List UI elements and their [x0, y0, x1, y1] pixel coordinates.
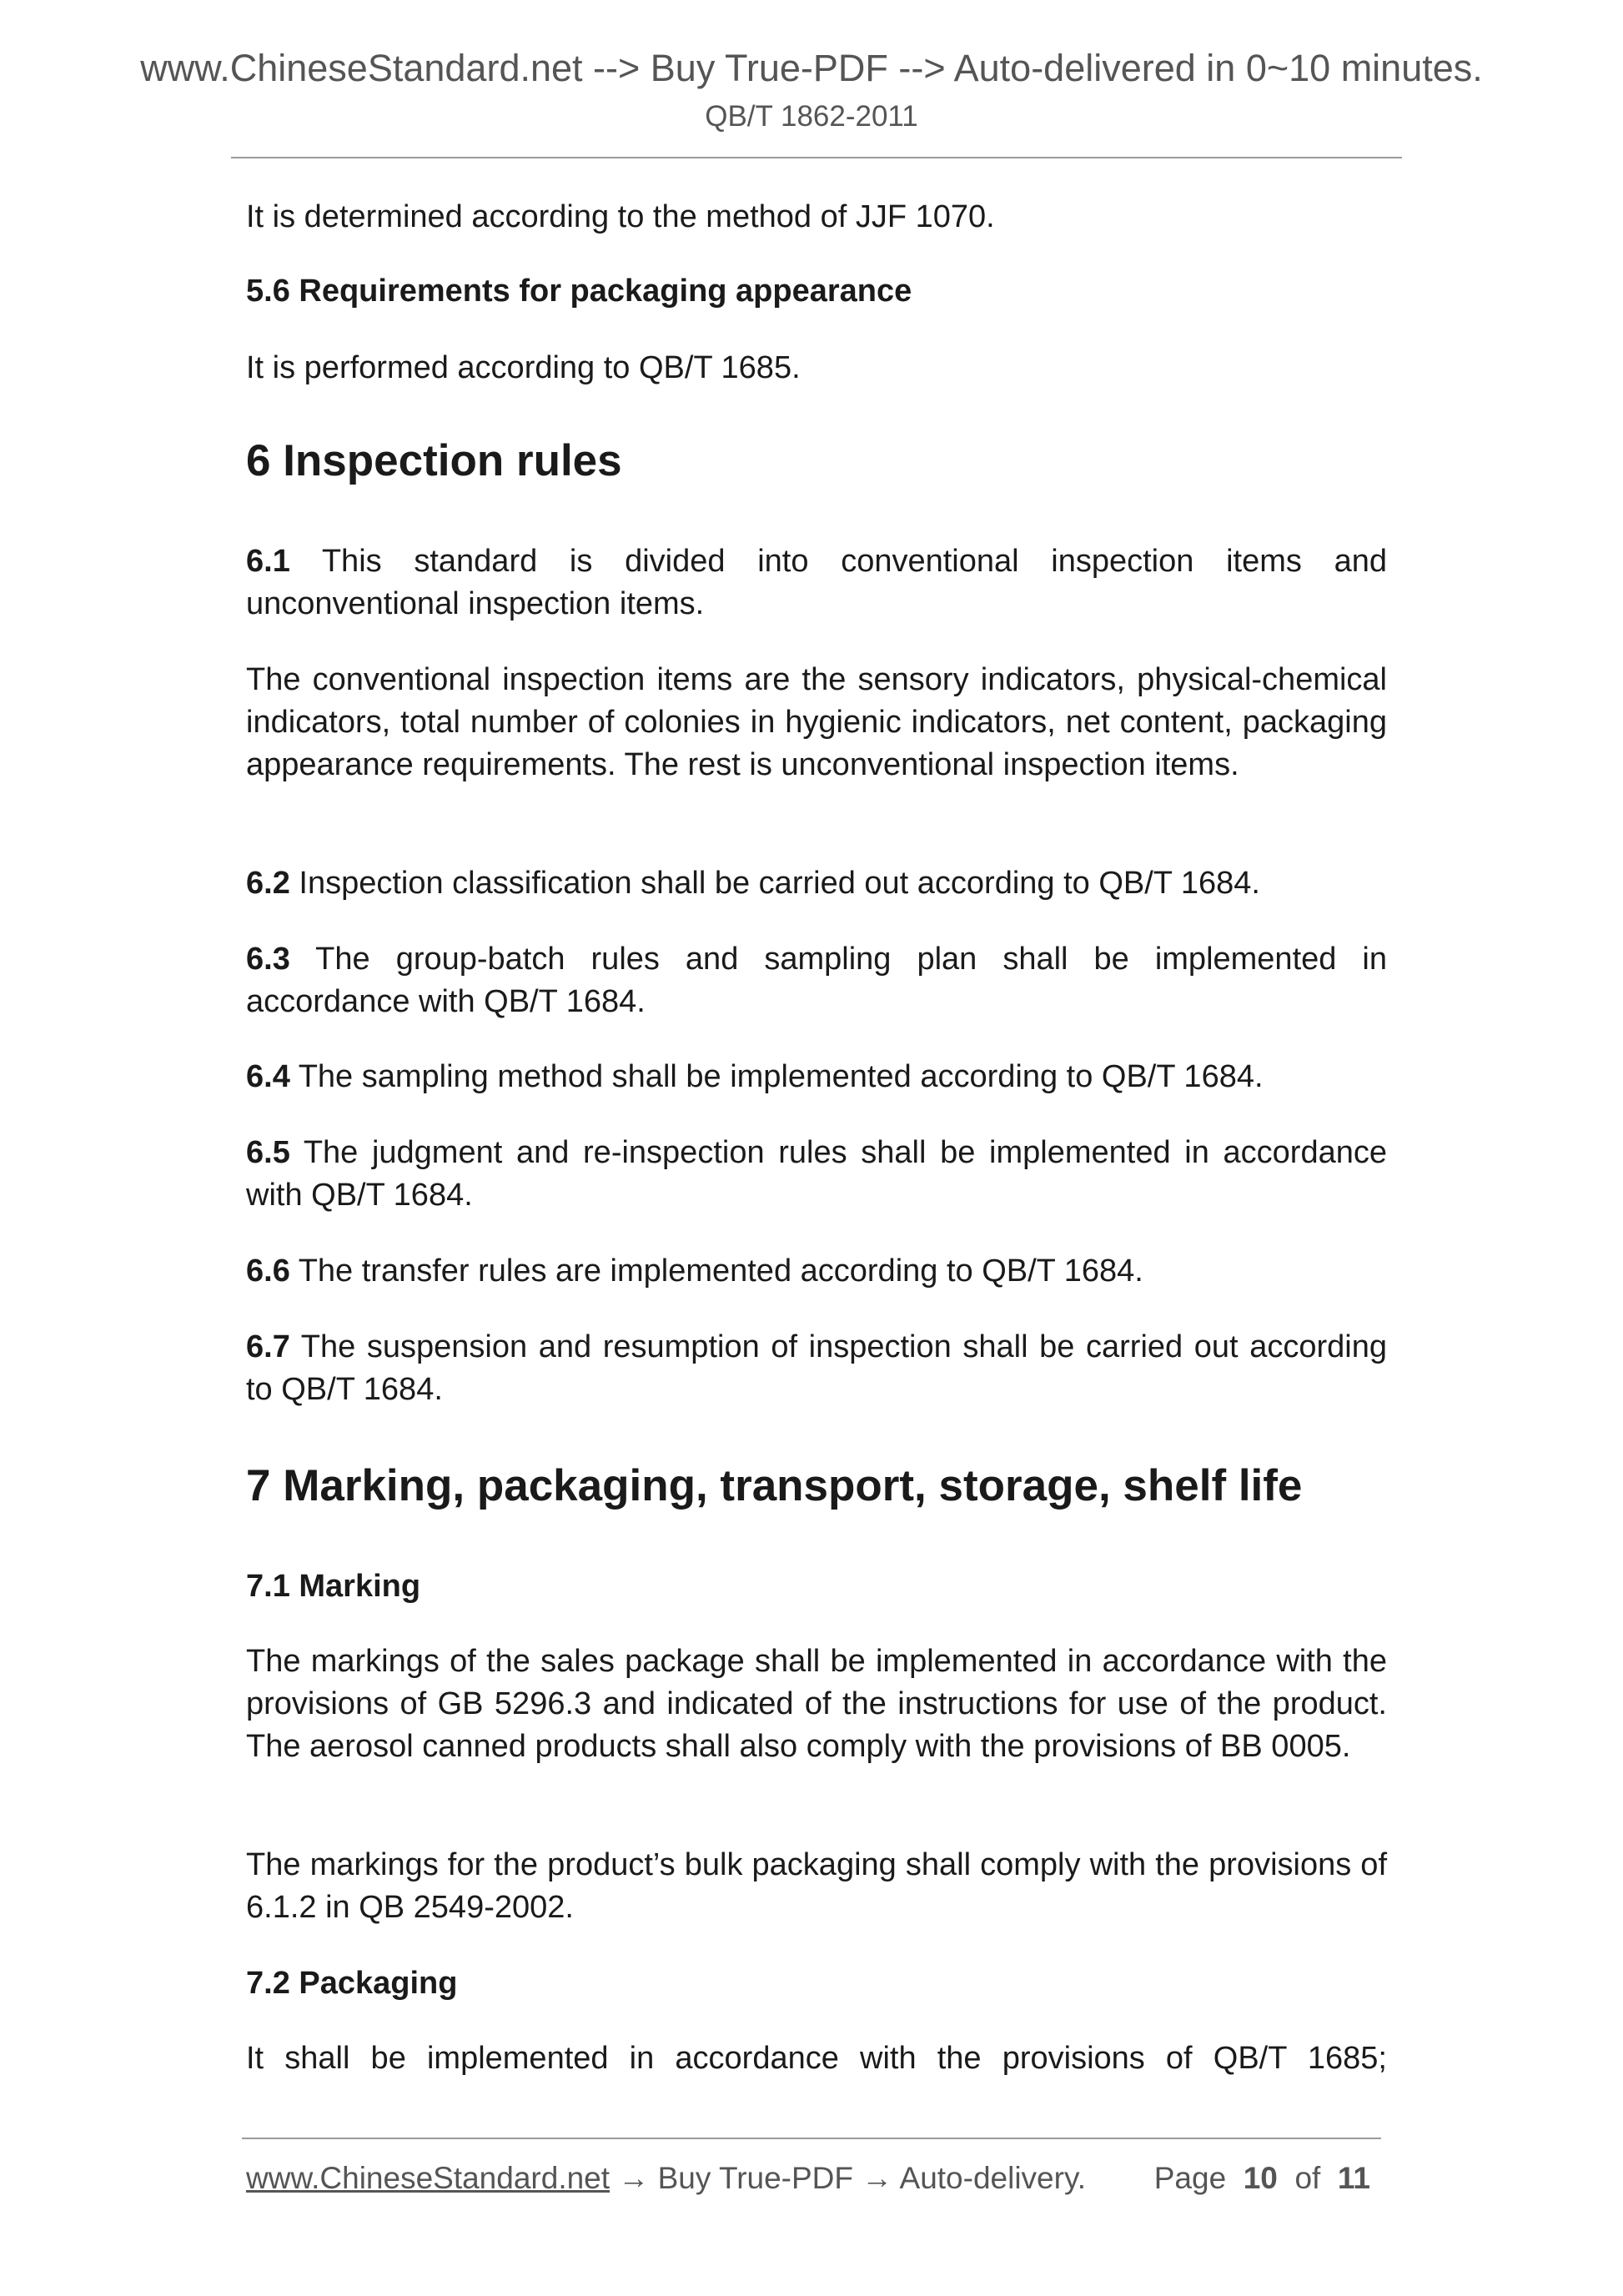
clause-text: The suspension and resumption of inspection shall be carried out according to QB/T 1684. — [246, 1329, 1387, 1407]
clause-number: 6.3 — [246, 942, 290, 977]
clause-text: The judgment and re-inspection rules shall be implemented in accordance with QB/T 1684. — [246, 1135, 1387, 1213]
heading-6: 6 Inspection rules — [246, 436, 622, 485]
paragraph-jjf: It is determined according to the method of JJF 1070. — [246, 199, 995, 234]
clause-text: The group-batch rules and sampling plan shall be implemented in accordance with QB/T 1684. — [246, 942, 1387, 1019]
heading-7-1: 7.1 Marking — [246, 1569, 421, 1604]
clause-number: 6.1 — [246, 544, 290, 579]
standard-code: QB/T 1862-2011 — [705, 100, 918, 133]
footer-promo-text: → Buy True-PDF → Auto-delivery. — [610, 2161, 1086, 2195]
footer-site-link[interactable]: www.ChineseStandard.net — [246, 2161, 611, 2195]
page-current: 10 — [1243, 2161, 1278, 2195]
clause-text: The sampling method shall be implemented according to QB/T 1684. — [289, 1059, 1264, 1094]
footer-promo — [246, 2158, 1086, 2199]
page-of-label: of — [1294, 2161, 1321, 2195]
clause-number: 6.7 — [246, 1329, 290, 1364]
paragraph-6-5 — [246, 1132, 1387, 1217]
paragraph-6-2 — [246, 862, 1387, 905]
clause-number: 6.2 — [246, 866, 290, 901]
clause-text: Inspection classification shall be carried out according to QB/T 1684. — [289, 866, 1260, 901]
heading-5-6: 5.6 Requirements for packaging appearance — [246, 274, 912, 309]
paragraph-6-6 — [246, 1250, 1387, 1293]
page-indicator — [1154, 2158, 1370, 2199]
clause-number: 6.6 — [246, 1254, 290, 1289]
footer-divider — [242, 2138, 1381, 2139]
clause-text: This standard is divided into conventional inspection items and unconventional inspection items. — [246, 544, 1387, 621]
paragraph-6-4 — [246, 1056, 1387, 1098]
page-total: 11 — [1337, 2161, 1370, 2195]
header-divider — [231, 157, 1402, 158]
clause-number: 6.5 — [246, 1135, 290, 1170]
paragraph-6-7 — [246, 1326, 1387, 1411]
heading-7: 7 Marking, packaging, transport, storage, shelf life — [246, 1461, 1303, 1510]
paragraph-6-1-conventional: The conventional inspection items are the sensory indicators, physical-chemical indicators, total number of colonies in hygienic indicators, net content, packaging appearance requirements. The rest is unconventional inspection items. — [246, 662, 1387, 782]
paragraph-6-3 — [246, 938, 1387, 1023]
paragraph-7-1-sales-package: The markings of the sales package shall be implemented in accordance with the provisions of GB 5296.3 and indicated of the instructions for use of the product. The aerosol canned products shall also comply with the provisions of BB 0005. — [246, 1644, 1387, 1764]
top-banner: www.ChineseStandard.net --> Buy True-PDF --> Auto-delivered in 0~10 minutes. — [140, 47, 1483, 89]
paragraph-6-1 — [246, 540, 1387, 625]
page-label: Page — [1153, 2161, 1227, 2195]
page-footer — [246, 2158, 1382, 2199]
paragraph-5-6: It is performed according to QB/T 1685. — [246, 350, 801, 385]
paragraph-7-1-bulk-package: The markings for the product’s bulk packaging shall comply with the provisions of 6.1.2 in QB 2549-2002. — [246, 1847, 1387, 1925]
clause-text: The transfer rules are implemented according to QB/T 1684. — [289, 1254, 1143, 1289]
clause-number: 6.4 — [246, 1059, 290, 1094]
paragraph-7-2: It shall be implemented in accordance with the provisions of QB/T 1685; — [246, 2041, 1387, 2076]
heading-7-2: 7.2 Packaging — [246, 1966, 458, 2001]
